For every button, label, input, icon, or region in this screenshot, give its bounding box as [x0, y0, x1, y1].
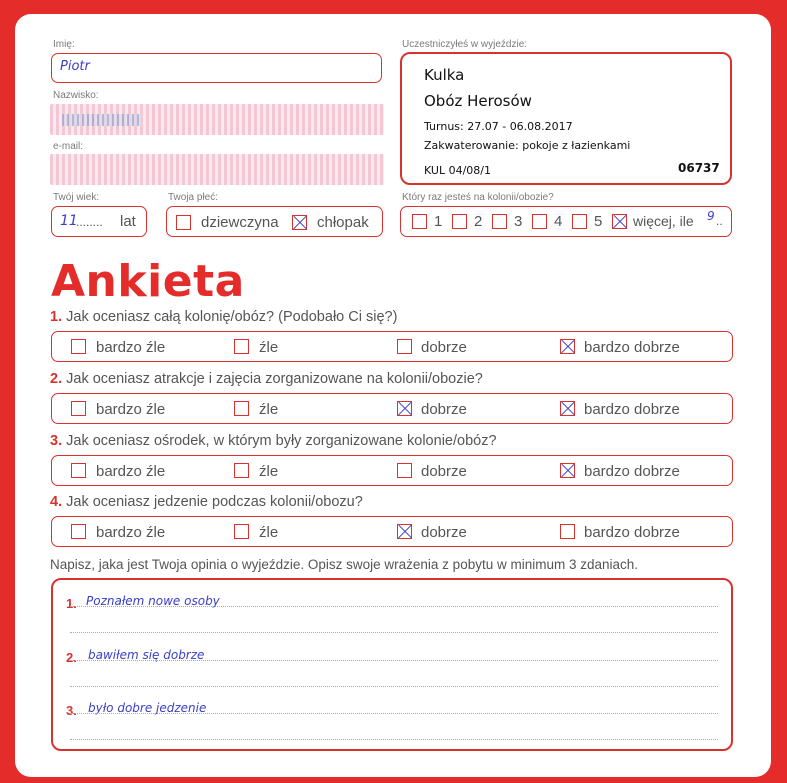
trip-zakwaterowanie	[424, 139, 630, 152]
raz-value: 9	[707, 209, 715, 223]
imie-value: Piotr	[60, 59, 90, 74]
q2-bardzo-zle-label: bardzo źle	[96, 401, 166, 418]
raz-5-label: 5	[594, 213, 603, 230]
label-email: e-mail:	[53, 141, 84, 152]
question-1-number: 1.	[50, 309, 63, 325]
raz-3-checkbox[interactable]	[492, 214, 507, 229]
label-ktory-raz: Który raz jesteś na kolonii/obozie?	[402, 192, 554, 203]
q2-bardzo-zle-checkbox[interactable]	[71, 401, 86, 416]
q4-bardzo-dobrze-checkbox[interactable]	[560, 524, 575, 539]
q2-dobrze-checkbox[interactable]	[397, 401, 412, 416]
raz-wiecej-checkbox[interactable]	[612, 214, 627, 229]
q2-bardzo-dobrze-label: bardzo dobrze	[584, 401, 680, 418]
q1-bardzo-dobrze-checkbox[interactable]	[560, 339, 575, 354]
opinion-1-text: Poznałem nowe osoby	[86, 594, 220, 608]
page-title: Ankieta	[51, 256, 245, 307]
opinion-line-2b	[70, 686, 718, 687]
q1-dobrze-label: dobrze	[421, 339, 467, 356]
imie-field[interactable]	[51, 53, 382, 83]
question-4-text: Jak oceniasz jedzenie podczas kolonii/obozu?	[66, 494, 363, 510]
q3-bardzo-dobrze-label: bardzo dobrze	[584, 463, 680, 480]
q1-bardzo-dobrze-label: bardzo dobrze	[584, 339, 680, 356]
turnus-value: 27.07 - 06.08.2017	[467, 120, 573, 133]
raz-2-checkbox[interactable]	[452, 214, 467, 229]
q1-dobrze-checkbox[interactable]	[397, 339, 412, 354]
label-uczestniczyles: Uczestniczyłeś w wyjeździe:	[402, 39, 528, 50]
q1-zle-label: źle	[259, 339, 279, 356]
trip-camp: Obóz Herosów	[424, 92, 532, 110]
raz-1-label: 1	[434, 213, 443, 230]
zakw-value: pokoje z łazienkami	[522, 139, 631, 152]
question-4	[50, 494, 363, 510]
question-3	[50, 433, 497, 449]
question-3-number: 3.	[50, 433, 63, 449]
opinion-2-number: 2.	[66, 650, 77, 665]
nazwisko-field-redacted[interactable]	[50, 104, 384, 135]
trip-info-box	[400, 52, 732, 185]
trip-name: Kulka	[424, 66, 465, 84]
q3-bardzo-dobrze-checkbox[interactable]	[560, 463, 575, 478]
q3-dobrze-label: dobrze	[421, 463, 467, 480]
opinion-line-1a	[70, 606, 718, 607]
q3-bardzo-zle-label: bardzo źle	[96, 463, 166, 480]
nazwisko-blurred-text	[62, 114, 142, 126]
raz-2-label: 2	[474, 213, 483, 230]
q4-dobrze-checkbox[interactable]	[397, 524, 412, 539]
q4-bardzo-zle-label: bardzo źle	[96, 524, 166, 541]
q1-zle-checkbox[interactable]	[234, 339, 249, 354]
trip-number: 06737	[678, 161, 720, 175]
question-2	[50, 371, 483, 387]
plec-dziewczyna-checkbox[interactable]	[176, 215, 191, 230]
opinion-3-number: 3.	[66, 703, 77, 718]
raz-1-checkbox[interactable]	[412, 214, 427, 229]
plec-chlopak-checkbox[interactable]	[292, 215, 307, 230]
raz-dots: ..	[716, 214, 723, 228]
question-2-text: Jak oceniasz atrakcje i zajęcia zorganizowane na kolonii/obozie?	[66, 371, 483, 387]
opinion-1-number: 1.	[66, 596, 77, 611]
q3-zle-label: źle	[259, 463, 279, 480]
raz-5-checkbox[interactable]	[572, 214, 587, 229]
question-3-text: Jak oceniasz ośrodek, w którym były zorganizowane kolonie/obóz?	[66, 433, 497, 449]
trip-code: KUL 04/08/1	[424, 164, 491, 177]
wiek-dots: ........	[76, 215, 103, 229]
q1-bardzo-zle-label: bardzo źle	[96, 339, 166, 356]
raz-4-checkbox[interactable]	[532, 214, 547, 229]
opinion-prompt: Napisz, jaka jest Twoja opinia o wyjeździe. Opisz swoje wrażenia z pobytu w minimum 3 zdaniach.	[50, 557, 639, 572]
q2-bardzo-dobrze-checkbox[interactable]	[560, 401, 575, 416]
zakw-label: Zakwaterowanie:	[424, 139, 519, 152]
q2-dobrze-label: dobrze	[421, 401, 467, 418]
raz-3-label: 3	[514, 213, 523, 230]
label-imie: Imię:	[53, 39, 75, 50]
wiek-field[interactable]	[51, 206, 147, 237]
plec-chlopak-label: chłopak	[317, 214, 369, 231]
trip-turnus	[424, 120, 573, 133]
label-plec: Twoja płeć:	[168, 192, 219, 203]
q4-zle-label: źle	[259, 524, 279, 541]
q1-bardzo-zle-checkbox[interactable]	[71, 339, 86, 354]
q4-dobrze-label: dobrze	[421, 524, 467, 541]
q3-dobrze-checkbox[interactable]	[397, 463, 412, 478]
q4-bardzo-zle-checkbox[interactable]	[71, 524, 86, 539]
turnus-label: Turnus:	[424, 120, 464, 133]
wiek-unit: lat	[120, 213, 136, 230]
q2-zle-checkbox[interactable]	[234, 401, 249, 416]
raz-4-label: 4	[554, 213, 563, 230]
email-field-redacted[interactable]	[50, 154, 384, 185]
question-2-number: 2.	[50, 371, 63, 387]
q3-bardzo-zle-checkbox[interactable]	[71, 463, 86, 478]
opinion-line-3b	[70, 739, 718, 740]
opinion-3-text: było dobre jedzenie	[88, 701, 207, 715]
opinion-line-3a	[70, 713, 718, 714]
label-nazwisko: Nazwisko:	[53, 90, 99, 101]
label-wiek: Twój wiek:	[53, 192, 100, 203]
question-1-text: Jak oceniasz całą kolonię/obóz? (Podobało Ci się?)	[66, 309, 398, 325]
opinion-2-text: bawiłem się dobrze	[88, 648, 205, 662]
question-4-number: 4.	[50, 494, 63, 510]
wiek-value: 11	[60, 213, 78, 229]
raz-wiecej-label: więcej, ile	[633, 213, 694, 229]
opinion-line-1b	[70, 632, 718, 633]
opinion-line-2a	[70, 660, 718, 661]
q4-bardzo-dobrze-label: bardzo dobrze	[584, 524, 680, 541]
q2-zle-label: źle	[259, 401, 279, 418]
q4-zle-checkbox[interactable]	[234, 524, 249, 539]
plec-dziewczyna-label: dziewczyna	[201, 214, 279, 231]
q3-zle-checkbox[interactable]	[234, 463, 249, 478]
question-1	[50, 309, 397, 325]
